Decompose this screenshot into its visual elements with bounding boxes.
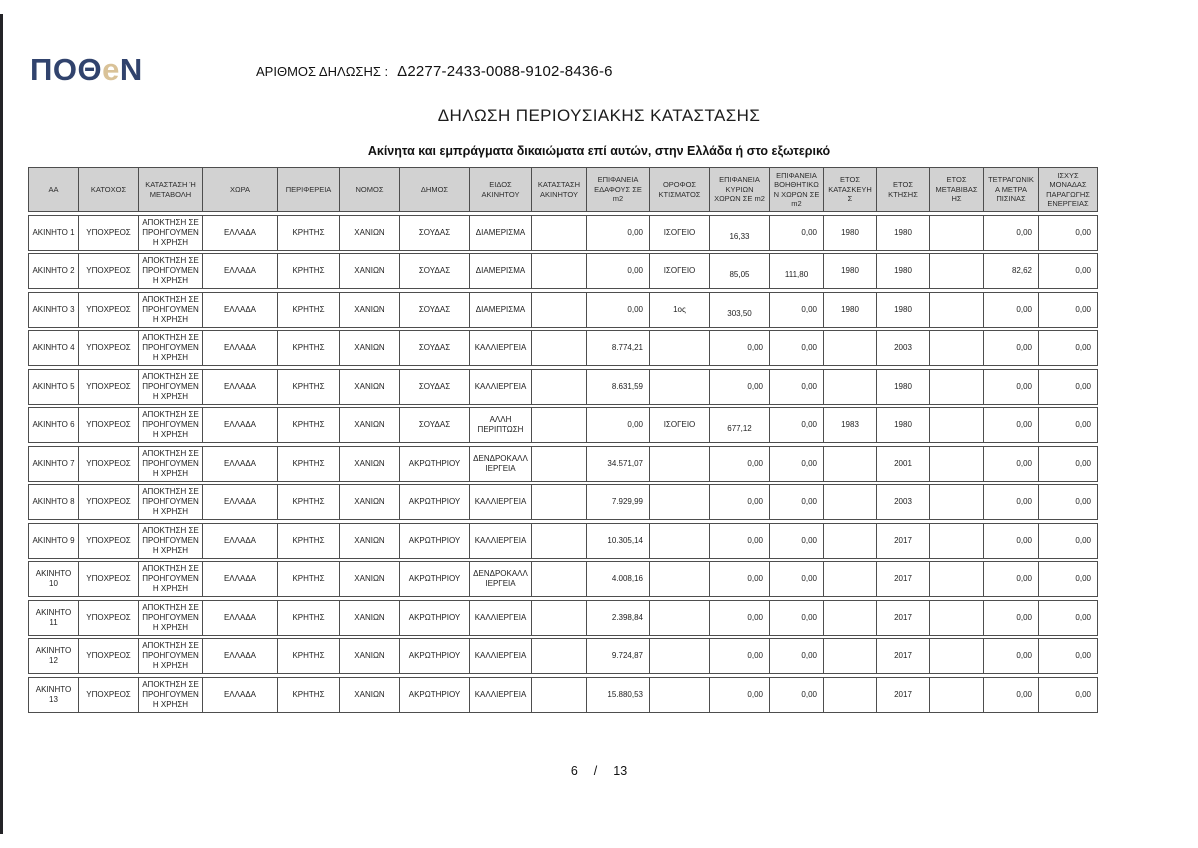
- table-cell: 0,00: [1038, 293, 1097, 327]
- logo-part-gold-e: e: [102, 52, 120, 87]
- table-cell: ΣΟΥΔΑΣ: [399, 293, 469, 327]
- table-cell: 0,00: [983, 293, 1038, 327]
- table-cell: 0,00: [1038, 216, 1097, 250]
- table-cell: ΚΡΗΤΗΣ: [277, 293, 339, 327]
- table-cell: 0,00: [709, 601, 769, 635]
- table-cell: ΚΑΛΛΙΕΡΓΕΙΑ: [469, 370, 531, 404]
- table-row: [28, 561, 1098, 597]
- table-cell: ΑΚΙΝΗΤΟ 10: [35, 569, 72, 588]
- table-cell: 0,00: [983, 524, 1038, 558]
- table-cell: [649, 562, 709, 596]
- table-cell: 0,00: [983, 216, 1038, 250]
- table-cell: [929, 485, 983, 519]
- table-body: [28, 215, 1098, 713]
- table-cell: 0,00: [709, 447, 769, 481]
- table-cell: ΚΑΛΛΙΕΡΓΕΙΑ: [469, 601, 531, 635]
- table-row: [28, 677, 1098, 713]
- table-cell: 0,00: [586, 254, 649, 288]
- table-cell: [531, 331, 586, 365]
- table-cell: ΥΠΟΧΡΕΟΣ: [78, 216, 138, 250]
- table-cell: ΚΡΗΤΗΣ: [277, 524, 339, 558]
- table-cell: ΕΛΛΑΔΑ: [202, 447, 277, 481]
- table-cell: 7.929,99: [586, 485, 649, 519]
- table-cell: 0,00: [1038, 408, 1097, 442]
- table-cell: [531, 216, 586, 250]
- table-cell: 2003: [876, 485, 929, 519]
- table-cell: 0,00: [586, 293, 649, 327]
- table-cell: 0,00: [983, 562, 1038, 596]
- table-cell: 85,05: [709, 254, 769, 288]
- table-cell: ΧΑΝΙΩΝ: [339, 331, 399, 365]
- table-cell: [531, 601, 586, 635]
- table-cell: ΥΠΟΧΡΕΟΣ: [78, 639, 138, 673]
- table-cell: 0,00: [983, 639, 1038, 673]
- table-cell: 0,00: [1038, 447, 1097, 481]
- table-cell: [823, 447, 876, 481]
- table-cell: ΑΠΟΚΤΗΣΗ ΣΕ ΠΡΟΗΓΟΥΜΕΝΗ ΧΡΗΣΗ: [138, 216, 202, 250]
- table-cell: 0,00: [709, 485, 769, 519]
- table-cell: 2017: [876, 639, 929, 673]
- table-cell: [649, 639, 709, 673]
- table-cell: [531, 293, 586, 327]
- table-cell: 2017: [876, 601, 929, 635]
- table-cell: ΣΟΥΔΑΣ: [399, 254, 469, 288]
- table-cell: ΑΠΟΚΤΗΣΗ ΣΕ ΠΡΟΗΓΟΥΜΕΝΗ ΧΡΗΣΗ: [138, 370, 202, 404]
- table-cell: ΑΠΟΚΤΗΣΗ ΣΕ ΠΡΟΗΓΟΥΜΕΝΗ ΧΡΗΣΗ: [138, 678, 202, 712]
- table-cell: ΚΡΗΤΗΣ: [277, 216, 339, 250]
- table-cell: ΧΑΝΙΩΝ: [339, 216, 399, 250]
- table-cell: 1980: [876, 370, 929, 404]
- table-cell: ΑΚΙΝΗΤΟ 5: [32, 381, 75, 391]
- header-cell: ΤΕΤΡΑΓΩΝΙΚΑ ΜΕΤΡΑ ΠΙΣΙΝΑΣ: [983, 168, 1038, 211]
- table-header-row: [28, 167, 1098, 212]
- table-cell: ΚΡΗΤΗΣ: [277, 447, 339, 481]
- table-cell: 0,00: [983, 485, 1038, 519]
- table-cell: ΑΠΟΚΤΗΣΗ ΣΕ ΠΡΟΗΓΟΥΜΕΝΗ ΧΡΗΣΗ: [138, 524, 202, 558]
- table-cell: ΥΠΟΧΡΕΟΣ: [78, 331, 138, 365]
- table-cell: 0,00: [1038, 524, 1097, 558]
- table-cell: 0,00: [586, 408, 649, 442]
- table-cell: 0,00: [1038, 331, 1097, 365]
- header-cell: ΕΤΟΣ ΜΕΤΑΒΙΒΑΣΗΣ: [929, 168, 983, 211]
- table-cell: ΣΟΥΔΑΣ: [399, 370, 469, 404]
- table-cell: 0,00: [983, 447, 1038, 481]
- table-cell: ΥΠΟΧΡΕΟΣ: [78, 254, 138, 288]
- table-cell: 0,00: [983, 370, 1038, 404]
- table-cell: ΑΚΙΝΗΤΟ 4: [32, 343, 75, 352]
- table-cell: [531, 524, 586, 558]
- table-cell: ΑΠΟΚΤΗΣΗ ΣΕ ΠΡΟΗΓΟΥΜΕΝΗ ΧΡΗΣΗ: [138, 293, 202, 327]
- table-cell: ΕΛΛΑΔΑ: [202, 254, 277, 288]
- table-row: [28, 600, 1098, 636]
- header-cell: ΠΕΡΙΦΕΡΕΙΑ: [277, 168, 339, 211]
- table-cell: ΕΛΛΑΔΑ: [202, 639, 277, 673]
- table-cell: [649, 678, 709, 712]
- table-cell: 677,12: [709, 408, 769, 442]
- table-cell: [649, 331, 709, 365]
- declaration-number-value: Δ2277-2433-0088-9102-8436-6: [397, 63, 613, 80]
- table-cell: 1ος: [649, 293, 709, 327]
- header-cell: ΕΠΙΦΑΝΕΙΑ ΕΔΑΦΟΥΣ ΣΕ m2: [586, 168, 649, 211]
- table-cell: ΑΚΙΝΗΤΟ 11: [35, 607, 72, 627]
- assets-table: [28, 167, 1098, 715]
- table-cell: ΥΠΟΧΡΕΟΣ: [78, 562, 138, 596]
- declaration-number-line: [256, 63, 613, 80]
- table-cell: ΧΑΝΙΩΝ: [339, 524, 399, 558]
- logo-part-navy-2: Ν: [119, 52, 143, 87]
- table-cell: ΚΑΛΛΙΕΡΓΕΙΑ: [469, 485, 531, 519]
- table-row: [28, 369, 1098, 405]
- table-cell: 15.880,53: [586, 678, 649, 712]
- table-cell: 0,00: [709, 562, 769, 596]
- table-cell: 1983: [823, 408, 876, 442]
- table-cell: 2017: [876, 678, 929, 712]
- table-cell: 0,00: [1038, 370, 1097, 404]
- table-cell: ΑΚΙΝΗΤΟ 8: [32, 497, 75, 506]
- table-cell: ΥΠΟΧΡΕΟΣ: [78, 408, 138, 442]
- table-cell: 0,00: [709, 370, 769, 404]
- table-cell: ΑΚΡΩΤΗΡΙΟΥ: [399, 678, 469, 712]
- table-cell: 34.571,07: [586, 447, 649, 481]
- table-cell: [531, 678, 586, 712]
- table-cell: [649, 601, 709, 635]
- table-cell: [929, 370, 983, 404]
- table-cell: ΥΠΟΧΡΕΟΣ: [78, 678, 138, 712]
- table-cell: 0,00: [769, 601, 823, 635]
- table-cell: [531, 562, 586, 596]
- header-cell: ΚΑΤΑΣΤΑΣΗ ΑΚΙΝΗΤΟΥ: [531, 168, 586, 211]
- table-row: [28, 215, 1098, 251]
- table-cell: ΚΡΗΤΗΣ: [277, 370, 339, 404]
- table-cell: ΚΡΗΤΗΣ: [277, 601, 339, 635]
- table-cell: ΕΛΛΑΔΑ: [202, 485, 277, 519]
- table-cell: 0,00: [709, 524, 769, 558]
- table-cell: 16,33: [709, 216, 769, 250]
- table-cell: 0,00: [769, 447, 823, 481]
- table-cell: 1980: [876, 216, 929, 250]
- table-cell: ΑΠΟΚΤΗΣΗ ΣΕ ΠΡΟΗΓΟΥΜΕΝΗ ΧΡΗΣΗ: [138, 331, 202, 365]
- header-cell: ΧΩΡΑ: [202, 168, 277, 211]
- table-cell: 1980: [823, 254, 876, 288]
- table-cell: ΔΕΝΔΡΟΚΑΛΛΙΕΡΓΕΙΑ: [469, 562, 531, 596]
- table-cell: ΕΛΛΑΔΑ: [202, 331, 277, 365]
- table-cell: ΧΑΝΙΩΝ: [339, 678, 399, 712]
- table-cell: [531, 485, 586, 519]
- table-cell: ΧΑΝΙΩΝ: [339, 370, 399, 404]
- table-cell: ΑΠΟΚΤΗΣΗ ΣΕ ΠΡΟΗΓΟΥΜΕΝΗ ΧΡΗΣΗ: [138, 447, 202, 481]
- table-cell: 1980: [876, 293, 929, 327]
- table-cell: 0,00: [769, 370, 823, 404]
- header-cell: ΟΡΟΦΟΣ ΚΤΙΣΜΑΤΟΣ: [649, 168, 709, 211]
- logo-part-navy-1: ΠΟΘ: [30, 52, 103, 87]
- table-cell: ΧΑΝΙΩΝ: [339, 293, 399, 327]
- table-cell: ΑΛΛΗ ΠΕΡΙΠΤΩΣΗ: [469, 408, 531, 442]
- table-cell: [531, 370, 586, 404]
- page-separator: /: [593, 764, 598, 778]
- table-cell: ΕΛΛΑΔΑ: [202, 293, 277, 327]
- pothen-logo: [30, 54, 143, 85]
- table-cell: [823, 485, 876, 519]
- table-cell: ΑΚΙΝΗΤΟ 12: [35, 646, 72, 665]
- table-cell: ΑΚΡΩΤΗΡΙΟΥ: [399, 524, 469, 558]
- table-row: [28, 523, 1098, 559]
- table-cell: ΧΑΝΙΩΝ: [339, 254, 399, 288]
- table-cell: ΑΠΟΚΤΗΣΗ ΣΕ ΠΡΟΗΓΟΥΜΕΝΗ ΧΡΗΣΗ: [138, 601, 202, 635]
- table-cell: 2.398,84: [586, 601, 649, 635]
- table-cell: ΚΡΗΤΗΣ: [277, 254, 339, 288]
- table-cell: ΔΕΝΔΡΟΚΑΛΛΙΕΡΓΕΙΑ: [469, 447, 531, 481]
- table-cell: ΙΣΟΓΕΙΟ: [649, 216, 709, 250]
- table-cell: [823, 524, 876, 558]
- table-cell: 2017: [876, 524, 929, 558]
- table-cell: [929, 447, 983, 481]
- table-cell: 1980: [823, 216, 876, 250]
- table-cell: ΑΚΡΩΤΗΡΙΟΥ: [399, 447, 469, 481]
- declaration-number-label: ΑΡΙΘΜΟΣ ΔΗΛΩΣΗΣ :: [256, 64, 389, 79]
- table-cell: 0,00: [769, 678, 823, 712]
- table-cell: [929, 408, 983, 442]
- table-cell: ΕΛΛΑΔΑ: [202, 678, 277, 712]
- table-cell: ΑΚΙΝΗΤΟ 13: [35, 684, 72, 704]
- table-cell: 0,00: [769, 485, 823, 519]
- table-cell: [929, 562, 983, 596]
- table-cell: [649, 447, 709, 481]
- table-cell: ΑΚΙΝΗΤΟ 7: [32, 458, 75, 468]
- table-cell: 0,00: [983, 678, 1038, 712]
- table-cell: ΥΠΟΧΡΕΟΣ: [78, 370, 138, 404]
- header-cell: ΕΤΟΣ ΚΑΤΑΣΚΕΥΗΣ: [823, 168, 876, 211]
- table-cell: ΔΙΑΜΕΡΙΣΜΑ: [469, 216, 531, 250]
- table-cell: 0,00: [709, 331, 769, 365]
- table-cell: ΑΚΙΝΗΤΟ 2: [32, 266, 75, 275]
- table-cell: ΚΡΗΤΗΣ: [277, 331, 339, 365]
- table-cell: 4.008,16: [586, 562, 649, 596]
- table-cell: ΑΠΟΚΤΗΣΗ ΣΕ ΠΡΟΗΓΟΥΜΕΝΗ ΧΡΗΣΗ: [138, 639, 202, 673]
- table-cell: 111,80: [769, 254, 823, 288]
- table-cell: 2003: [876, 331, 929, 365]
- table-cell: [929, 524, 983, 558]
- table-cell: ΑΠΟΚΤΗΣΗ ΣΕ ΠΡΟΗΓΟΥΜΕΝΗ ΧΡΗΣΗ: [138, 408, 202, 442]
- table-cell: 0,00: [709, 639, 769, 673]
- table-cell: ΧΑΝΙΩΝ: [339, 601, 399, 635]
- table-cell: 8.774,21: [586, 331, 649, 365]
- table-cell: ΕΛΛΑΔΑ: [202, 524, 277, 558]
- table-cell: [823, 678, 876, 712]
- table-cell: [929, 331, 983, 365]
- table-row: [28, 484, 1098, 520]
- table-cell: [929, 216, 983, 250]
- table-cell: [823, 639, 876, 673]
- table-cell: ΣΟΥΔΑΣ: [399, 216, 469, 250]
- table-cell: 2017: [876, 562, 929, 596]
- table-cell: ΑΚΡΩΤΗΡΙΟΥ: [399, 562, 469, 596]
- table-cell: [531, 408, 586, 442]
- page-total: 13: [613, 764, 628, 778]
- table-cell: ΥΠΟΧΡΕΟΣ: [78, 447, 138, 481]
- table-cell: [531, 639, 586, 673]
- table-cell: 1980: [876, 408, 929, 442]
- table-cell: 0,00: [769, 216, 823, 250]
- table-cell: 0,00: [769, 331, 823, 365]
- table-cell: 1980: [876, 254, 929, 288]
- table-cell: ΥΠΟΧΡΕΟΣ: [78, 601, 138, 635]
- table-cell: 0,00: [769, 562, 823, 596]
- page-current: 6: [570, 764, 578, 778]
- table-cell: ΔΙΑΜΕΡΙΣΜΑ: [469, 254, 531, 288]
- table-cell: ΑΚΡΩΤΗΡΙΟΥ: [399, 601, 469, 635]
- table-cell: 8.631,59: [586, 370, 649, 404]
- table-cell: ΧΑΝΙΩΝ: [339, 639, 399, 673]
- table-cell: 0,00: [769, 639, 823, 673]
- table-row: [28, 253, 1098, 289]
- table-cell: [823, 331, 876, 365]
- page-indicator: [0, 764, 1198, 778]
- table-cell: 2001: [876, 447, 929, 481]
- table-cell: [823, 562, 876, 596]
- table-cell: ΚΡΗΤΗΣ: [277, 678, 339, 712]
- table-cell: ΚΑΛΛΙΕΡΓΕΙΑ: [469, 524, 531, 558]
- table-cell: 0,00: [983, 408, 1038, 442]
- table-cell: 0,00: [983, 601, 1038, 635]
- table-cell: ΕΛΛΑΔΑ: [202, 370, 277, 404]
- table-cell: ΧΑΝΙΩΝ: [339, 408, 399, 442]
- table-cell: ΑΚΙΝΗΤΟ 3: [32, 304, 75, 314]
- table-row: [28, 407, 1098, 443]
- table-cell: ΑΠΟΚΤΗΣΗ ΣΕ ΠΡΟΗΓΟΥΜΕΝΗ ΧΡΗΣΗ: [138, 254, 202, 288]
- page-subtitle: Ακίνητα και εμπράγματα δικαιώματα επί αυτών, στην Ελλάδα ή στο εξωτερικό: [367, 144, 831, 158]
- header-cell: ΝΟΜΟΣ: [339, 168, 399, 211]
- table-cell: ΕΛΛΑΔΑ: [202, 562, 277, 596]
- header-cell: ΕΠΙΦΑΝΕΙΑ ΚΥΡΙΩΝ ΧΩΡΩΝ ΣΕ m2: [709, 168, 769, 211]
- table-cell: ΑΚΙΝΗΤΟ 9: [32, 535, 75, 545]
- table-cell: 303,50: [709, 293, 769, 327]
- header-cell: ΔΗΜΟΣ: [399, 168, 469, 211]
- table-cell: 0,00: [1038, 485, 1097, 519]
- window-edge-strip: [0, 14, 3, 834]
- table-cell: 1980: [823, 293, 876, 327]
- table-cell: ΣΟΥΔΑΣ: [399, 408, 469, 442]
- table-cell: 0,00: [1038, 254, 1097, 288]
- table-cell: [649, 524, 709, 558]
- table-cell: ΚΡΗΤΗΣ: [277, 485, 339, 519]
- table-cell: ΙΣΟΓΕΙΟ: [649, 408, 709, 442]
- table-cell: [649, 485, 709, 519]
- table-cell: 0,00: [586, 216, 649, 250]
- table-cell: ΕΛΛΑΔΑ: [202, 408, 277, 442]
- table-cell: ΧΑΝΙΩΝ: [339, 485, 399, 519]
- table-cell: ΑΚΡΩΤΗΡΙΟΥ: [399, 639, 469, 673]
- table-cell: ΙΣΟΓΕΙΟ: [649, 254, 709, 288]
- header-cell: ΚΑΤΟΧΟΣ: [78, 168, 138, 211]
- table-cell: ΑΠΟΚΤΗΣΗ ΣΕ ΠΡΟΗΓΟΥΜΕΝΗ ΧΡΗΣΗ: [138, 562, 202, 596]
- table-cell: ΚΡΗΤΗΣ: [277, 639, 339, 673]
- table-row: [28, 292, 1098, 328]
- table-cell: [649, 370, 709, 404]
- table-cell: [929, 639, 983, 673]
- table-cell: 0,00: [1038, 562, 1097, 596]
- table-cell: ΥΠΟΧΡΕΟΣ: [78, 293, 138, 327]
- table-cell: [823, 601, 876, 635]
- table-cell: 0,00: [983, 331, 1038, 365]
- table-cell: 0,00: [769, 408, 823, 442]
- table-cell: ΑΚΙΝΗΤΟ 1: [32, 227, 75, 237]
- table-cell: 82,62: [983, 254, 1038, 288]
- table-cell: 0,00: [709, 678, 769, 712]
- table-cell: [929, 678, 983, 712]
- table-cell: [531, 254, 586, 288]
- table-cell: ΑΚΙΝΗΤΟ 6: [32, 420, 75, 429]
- table-cell: ΑΠΟΚΤΗΣΗ ΣΕ ΠΡΟΗΓΟΥΜΕΝΗ ΧΡΗΣΗ: [138, 485, 202, 519]
- table-cell: ΑΚΡΩΤΗΡΙΟΥ: [399, 485, 469, 519]
- table-cell: 0,00: [769, 524, 823, 558]
- header-cell: ΕΠΙΦΑΝΕΙΑ ΒΟΗΘΗΤΙΚΩΝ ΧΩΡΩΝ ΣΕ m2: [769, 168, 823, 211]
- header-cell: ΕΙΔΟΣ ΑΚΙΝΗΤΟΥ: [469, 168, 531, 211]
- table-cell: ΚΑΛΛΙΕΡΓΕΙΑ: [469, 639, 531, 673]
- table-row: [28, 446, 1098, 482]
- table-cell: 10.305,14: [586, 524, 649, 558]
- table-cell: ΔΙΑΜΕΡΙΣΜΑ: [469, 293, 531, 327]
- table-cell: [929, 254, 983, 288]
- table-cell: 0,00: [1038, 678, 1097, 712]
- table-cell: ΚΑΛΛΙΕΡΓΕΙΑ: [469, 331, 531, 365]
- table-cell: 0,00: [1038, 639, 1097, 673]
- table-cell: 9.724,87: [586, 639, 649, 673]
- table-row: [28, 638, 1098, 674]
- header-cell: ΚΑΤΑΣΤΑΣΗ Ή ΜΕΤΑΒΟΛΗ: [138, 168, 202, 211]
- table-cell: ΚΑΛΛΙΕΡΓΕΙΑ: [469, 678, 531, 712]
- table-cell: ΕΛΛΑΔΑ: [202, 601, 277, 635]
- header-cell: ΙΣΧΥΣ ΜΟΝΑΔΑΣ ΠΑΡΑΓΩΓΗΣ ΕΝΕΡΓΕΙΑΣ: [1038, 168, 1097, 211]
- table-cell: ΚΡΗΤΗΣ: [277, 562, 339, 596]
- table-cell: ΧΑΝΙΩΝ: [339, 447, 399, 481]
- table-cell: [929, 293, 983, 327]
- table-cell: ΧΑΝΙΩΝ: [339, 562, 399, 596]
- table-cell: ΕΛΛΑΔΑ: [202, 216, 277, 250]
- table-cell: 0,00: [769, 293, 823, 327]
- table-cell: ΥΠΟΧΡΕΟΣ: [78, 485, 138, 519]
- table-cell: ΥΠΟΧΡΕΟΣ: [78, 524, 138, 558]
- header-cell: ΑΑ: [48, 184, 59, 194]
- table-cell: ΣΟΥΔΑΣ: [399, 331, 469, 365]
- table-cell: [929, 601, 983, 635]
- header-cell: ΕΤΟΣ ΚΤΗΣΗΣ: [876, 168, 929, 211]
- table-cell: 0,00: [1038, 601, 1097, 635]
- table-cell: [531, 447, 586, 481]
- table-cell: ΚΡΗΤΗΣ: [277, 408, 339, 442]
- table-cell: [823, 370, 876, 404]
- table-row: [28, 330, 1098, 366]
- page-title: ΔΗΛΩΣΗ ΠΕΡΙΟΥΣΙΑΚΗΣ ΚΑΤΑΣΤΑΣΗΣ: [437, 106, 761, 125]
